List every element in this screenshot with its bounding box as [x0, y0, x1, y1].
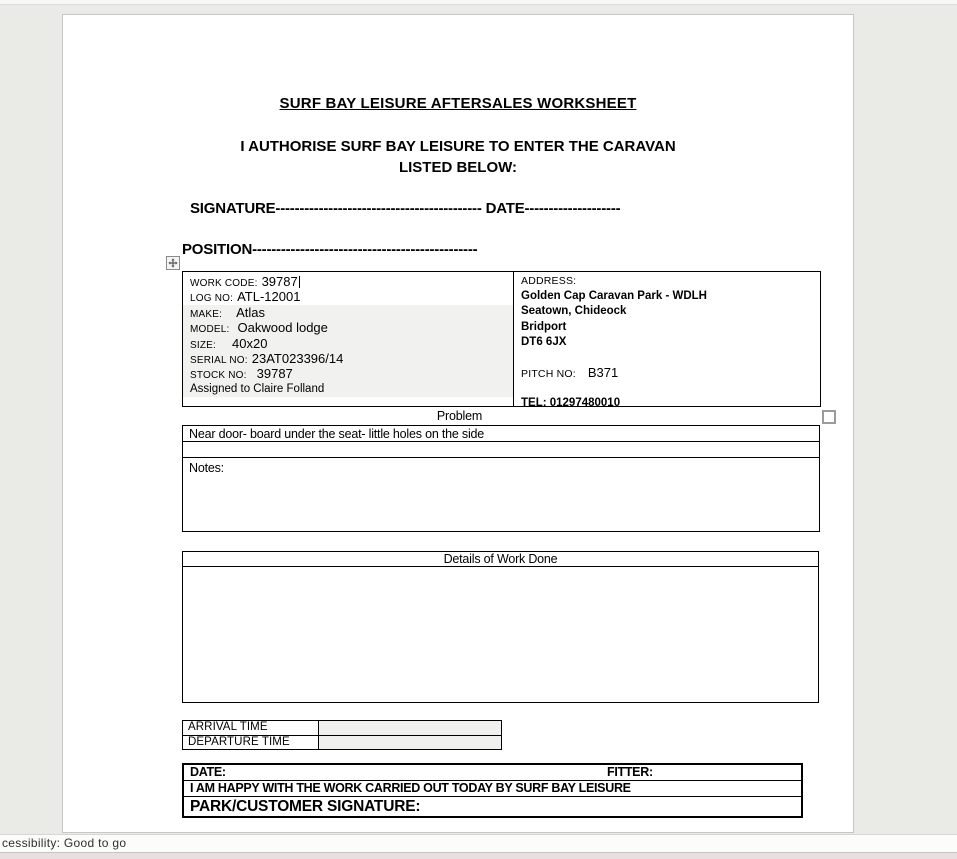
size-value[interactable]: 40x20 — [232, 335, 268, 351]
table-row — [183, 721, 501, 735]
document-page[interactable] — [62, 14, 854, 833]
table-row — [183, 320, 513, 335]
happy-statement-row[interactable]: I AM HAPPY WITH THE WORK CARRIED OUT TODAY BY SURF BAY LEISURE — [184, 781, 801, 797]
authorise-line-1[interactable]: I AUTHORISE SURF BAY LEISURE TO ENTER THE CARAVAN — [240, 138, 676, 155]
details-header[interactable]: Details of Work Done — [183, 552, 818, 567]
taskbar-edge-strip — [0, 852, 957, 859]
authorise-line-2[interactable]: LISTED BELOW: — [398, 159, 518, 176]
blank-line — [514, 380, 820, 395]
details-body-cell[interactable] — [183, 567, 818, 702]
position-line[interactable]: POSITION----------------------------------------------- — [182, 241, 478, 258]
pitch-row[interactable] — [514, 365, 820, 380]
address-line[interactable]: DT6 6JX — [521, 335, 567, 348]
table-resize-handle-icon[interactable] — [822, 410, 836, 424]
caravan-info-table[interactable] — [182, 271, 821, 407]
table-row — [183, 305, 513, 320]
blank-line — [514, 350, 820, 365]
times-table[interactable] — [182, 720, 502, 750]
date-fitter-row[interactable] — [184, 765, 801, 781]
address-line[interactable]: Seatown, Chideock — [521, 305, 627, 318]
tel-line[interactable]: TEL: 01297480010 — [521, 396, 621, 409]
table-row — [183, 289, 513, 304]
table-row — [183, 274, 513, 289]
model-label[interactable]: MODEL: — [190, 324, 230, 336]
size-label[interactable]: SIZE: — [190, 339, 217, 351]
table-row — [183, 336, 513, 351]
departure-time-value-cell[interactable] — [319, 736, 501, 749]
date-label[interactable]: DATE: — [190, 765, 226, 779]
accessibility-status[interactable]: cessibility: Good to go — [2, 836, 127, 850]
arrival-time-value-cell[interactable] — [319, 721, 501, 735]
move-cross-icon — [168, 258, 178, 268]
address-line[interactable]: Bridport — [521, 320, 567, 333]
stock-no-label[interactable]: STOCK NO: — [190, 370, 247, 382]
window-top-strip — [0, 0, 957, 5]
log-no-value[interactable]: ATL-12001 — [237, 289, 301, 305]
park-customer-signature-row[interactable]: PARK/CUSTOMER SIGNATURE: — [190, 798, 421, 815]
work-code-value[interactable]: 39787 — [261, 274, 298, 289]
signature-date-line[interactable]: SIGNATURE------------------------------------------- DATE-------------------- — [190, 200, 621, 217]
status-bar — [0, 834, 957, 852]
address-line[interactable]: Golden Cap Caravan Park - WDLH — [521, 290, 707, 303]
problem-entry-row[interactable]: Near door- board under the seat- little holes on the side — [183, 426, 819, 442]
text-cursor — [299, 276, 300, 288]
departure-time-label[interactable]: DEPARTURE TIME — [183, 736, 319, 749]
problem-caption[interactable]: Problem — [436, 409, 483, 423]
arrival-time-label[interactable]: ARRIVAL TIME — [183, 721, 319, 735]
caravan-details-cell[interactable] — [183, 272, 514, 406]
table-row — [183, 351, 513, 366]
log-no-label[interactable]: LOG NO: — [190, 293, 234, 305]
work-code-label[interactable]: WORK CODE: — [190, 278, 258, 289]
serial-no-label[interactable]: SERIAL NO: — [190, 354, 248, 366]
problem-table[interactable] — [182, 425, 820, 532]
address-label[interactable]: ADDRESS: — [521, 275, 577, 287]
pitch-no-value[interactable]: B371 — [587, 365, 619, 381]
details-of-work-table[interactable] — [182, 551, 819, 703]
fitter-label[interactable]: FITTER: — [607, 765, 653, 779]
table-row — [183, 735, 501, 749]
notes-cell[interactable]: Notes: — [189, 461, 224, 475]
serial-no-value[interactable]: 23AT023396/14 — [251, 350, 344, 366]
make-value[interactable]: Atlas — [236, 304, 266, 320]
table-move-handle-icon[interactable] — [166, 256, 180, 270]
address-cell[interactable] — [514, 272, 820, 409]
make-label[interactable]: MAKE: — [190, 308, 223, 320]
table-row — [183, 366, 513, 381]
pitch-no-label[interactable]: PITCH NO: — [521, 368, 576, 381]
signoff-table[interactable] — [182, 763, 803, 818]
assigned-to-line[interactable]: Assigned to Claire Folland — [190, 382, 325, 395]
authorise-paragraph[interactable] — [63, 136, 853, 178]
stock-no-value[interactable]: 39787 — [256, 366, 293, 382]
problem-empty-row[interactable] — [183, 442, 819, 458]
shaded-fields-block — [183, 305, 513, 397]
model-value[interactable]: Oakwood lodge — [237, 320, 328, 336]
document-title[interactable]: SURF BAY LEISURE AFTERSALES WORKSHEET — [279, 95, 637, 112]
